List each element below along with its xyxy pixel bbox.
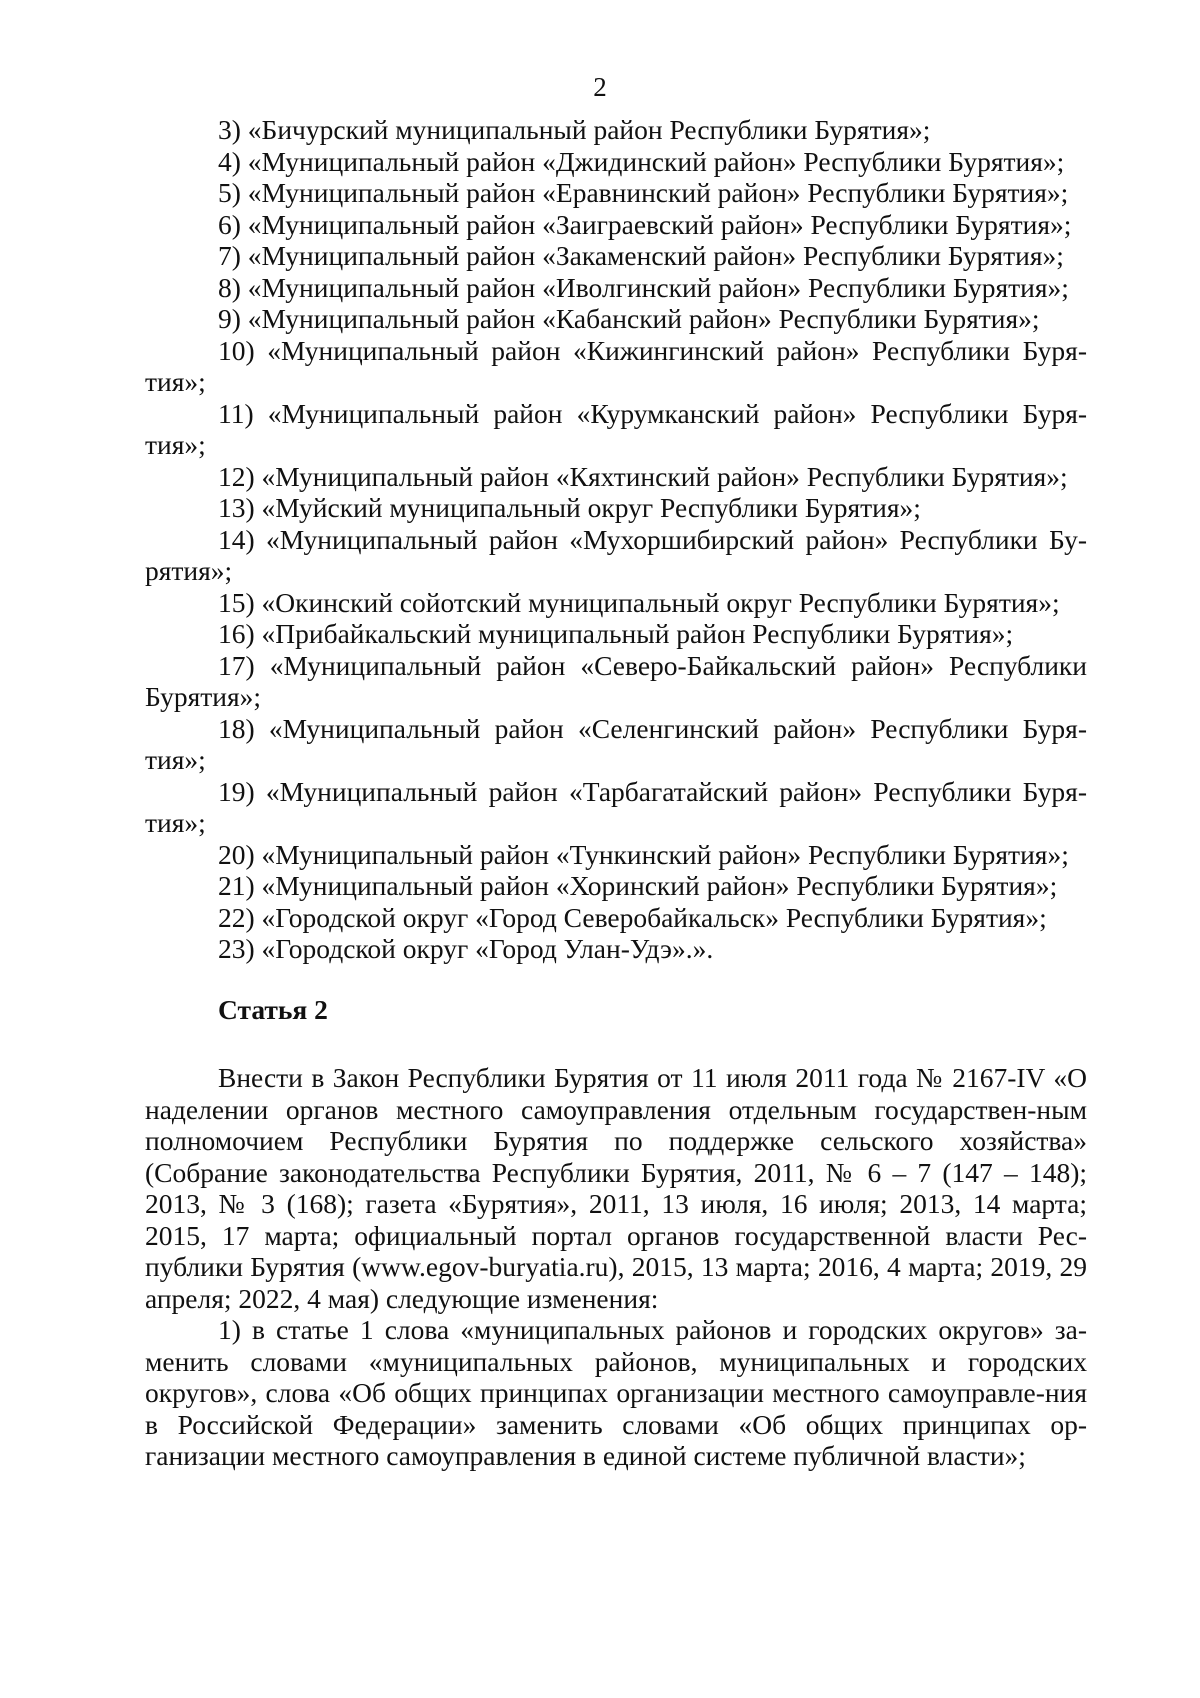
list-item: 9) «Муниципальный район «Кабанский район» Республики Бурятия»; (218, 303, 1040, 334)
document-body (145, 114, 1087, 1472)
list-item: 3) «Бичурский муниципальный район Республики Бурятия»; (218, 114, 931, 145)
municipality-list (145, 114, 1087, 965)
list-item: 18) «Муниципальный район «Селенгинский район» Республики Буря-тия»; (145, 712, 1087, 775)
list-item: 5) «Муниципальный район «Еравнинский район» Республики Бурятия»; (218, 177, 1069, 208)
list-item: 20) «Муниципальный район «Тункинский район» Республики Бурятия»; (218, 838, 1069, 870)
list-item: 23) «Городской округ «Город Улан-Удэ».». (218, 933, 714, 964)
list-item: 12) «Муниципальный район «Кяхтинский район» Республики Бурятия»; (218, 460, 1068, 492)
list-item: 8) «Муниципальный район «Иволгинский район» Республики Бурятия»; (218, 271, 1069, 303)
page-number: 2 (593, 72, 607, 102)
list-item: 10) «Муниципальный район «Кижингинский район» Республики Буря-тия»; (145, 334, 1087, 397)
list-item: 7) «Муниципальный район «Закаменский район» Республики Бурятия»; (218, 240, 1064, 271)
list-item: 16) «Прибайкальский муниципальный район Республики Бурятия»; (218, 618, 1014, 649)
article-heading: Статья 2 (218, 993, 328, 1025)
list-item: 6) «Муниципальный район «Заиграевский район» Республики Бурятия»; (218, 208, 1072, 240)
list-item: 19) «Муниципальный район «Тарбагатайский район» Республики Буря-тия»; (145, 775, 1087, 838)
list-item: 22) «Городской округ «Город Северобайкальск» Республики Бурятия»; (218, 901, 1047, 933)
list-item: 11) «Муниципальный район «Курумканский район» Республики Буря-тия»; (145, 397, 1087, 460)
list-item: 4) «Муниципальный район «Джидинский район» Республики Бурятия»; (218, 145, 1065, 177)
article-paragraph: Внести в Закон Республики Бурятия от 11 июля 2011 года № 2167-IV «О наделении органов местного самоуправления отдельным государствен-ным полномочием Республики Бурятия по поддержке сельского хозяйства» (Собрание законодательства Республики Бурятия, 2011, № 6 – 7 (147 – 148); 2013, № 3 (168); газета «Бурятия», 2011, 13 июля, 16 июля; 2013, 14 марта; 2015, 17 марта; официальный портал органов государственной власти Рес-публики Бурятия (www.egov-buryatia.ru), 2015, 13 марта; 2016, 4 марта; 2019, 29 апреля; 2022, 4 мая) следующие изменения: (145, 1062, 1087, 1314)
list-item: 15) «Окинский сойотский муниципальный округ Республики Бурятия»; (218, 586, 1060, 618)
article-paragraph: 1) в статье 1 слова «муниципальных районов и городских округов» за-менить словами «муниципальных районов, муниципальных и городских округов», слова «Об общих принципах организации местного самоуправле-ния в Российской Федерации» заменить словами «Об общих принципах ор-ганизации местного самоуправления в единой системе публичной власти»; (145, 1314, 1087, 1471)
list-item: 13) «Муйский муниципальный округ Республики Бурятия»; (218, 492, 921, 523)
list-item: 21) «Муниципальный район «Хоринский район» Республики Бурятия»; (218, 870, 1058, 901)
article-body (145, 1062, 1087, 1472)
list-item: 17) «Муниципальный район «Северо-Байкальский район» Республики Бурятия»; (145, 649, 1087, 712)
list-item: 14) «Муниципальный район «Мухоршибирский район» Республики Бу-рятия»; (145, 523, 1087, 586)
